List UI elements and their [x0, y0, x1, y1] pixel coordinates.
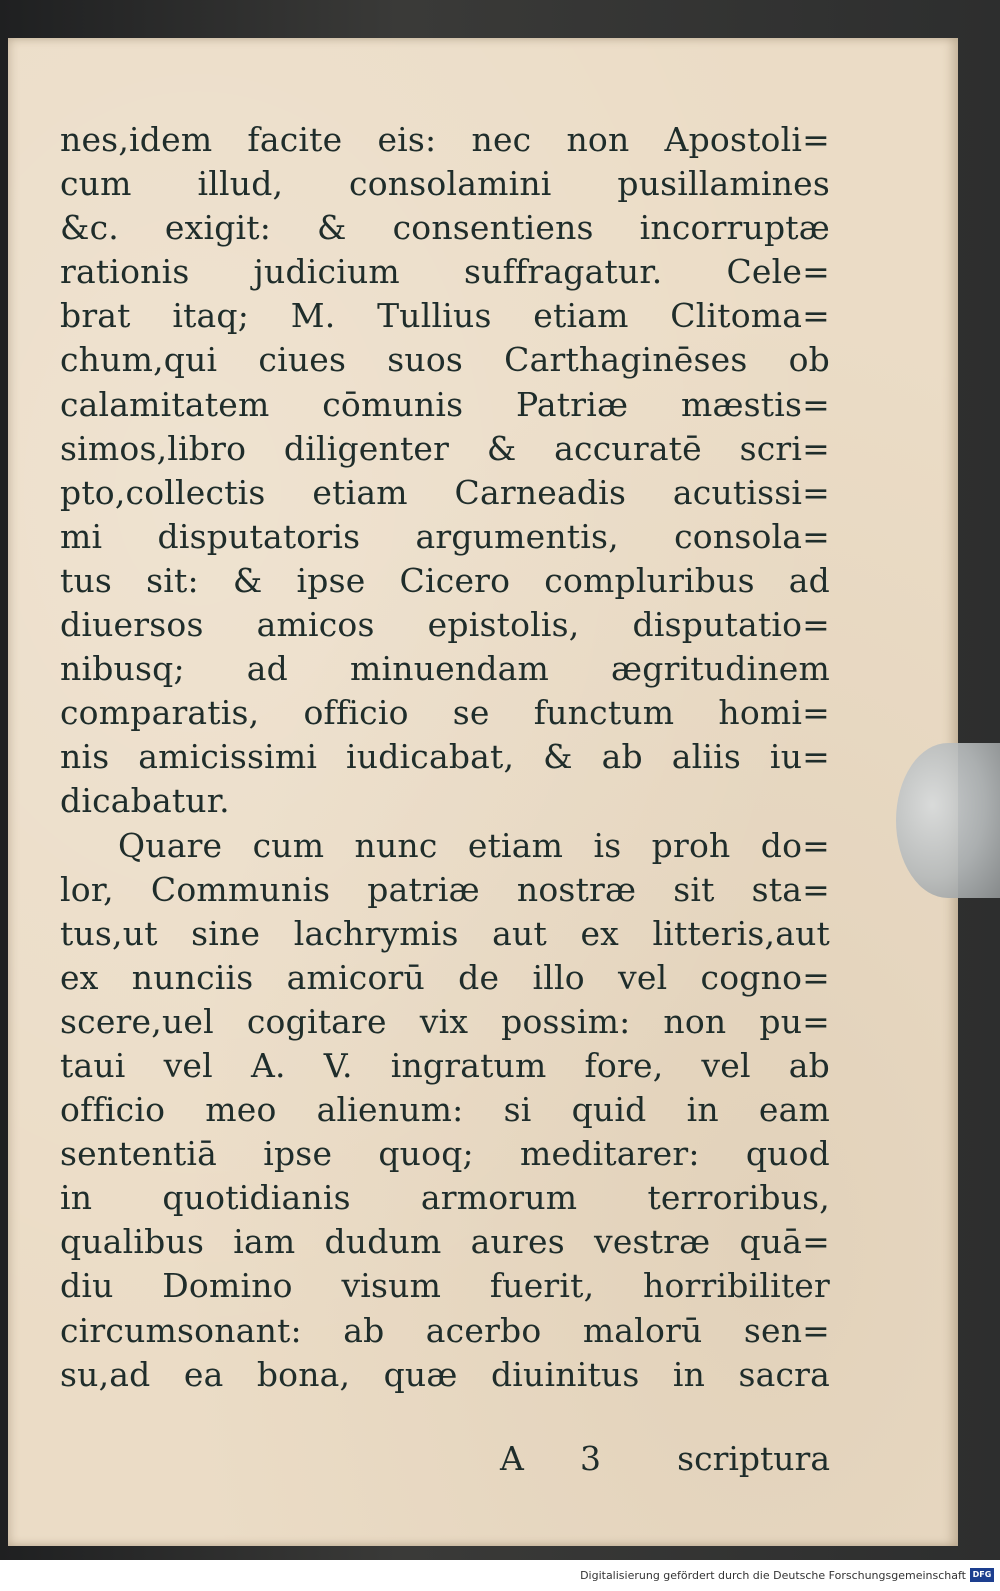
- text-line: mi disputatoris argumentis, consola=: [60, 516, 830, 556]
- paragraph-end-line: dicabatur.: [60, 781, 230, 821]
- digitization-footer: [0, 1560, 1000, 1591]
- signature-mark: A: [500, 1439, 524, 1478]
- text-line: scere,uel cogitare vix possim: non pu=: [60, 1001, 830, 1041]
- body-text: [60, 118, 830, 1397]
- text-line: simos,libro diligenter & accuratē scri=: [60, 428, 830, 468]
- text-line: cum illud, consolamini pusillamines: [60, 164, 830, 204]
- text-line: tus sit: & ipse Cicero compluribus ad: [60, 560, 830, 600]
- text-line: officio meo alienum: si quid in eam: [60, 1090, 830, 1130]
- text-line: comparatis, officio se functum homi=: [60, 693, 830, 733]
- text-line: sententiā ipse quoq; meditarer: quod: [60, 1134, 830, 1174]
- text-line: chum,qui ciues suos Carthaginēses ob: [60, 340, 830, 380]
- text-line: brat itaq; M. Tullius etiam Clitoma=: [60, 296, 830, 336]
- paragraph-start-line: Quare cum nunc etiam is proh do=: [118, 825, 830, 865]
- text-line: diuersos amicos epistolis, disputatio=: [60, 605, 830, 645]
- text-line: rationis judicium suffragatur. Cele=: [60, 252, 830, 292]
- funding-credit: Digitalisierung gefördert durch die Deutsche Forschungsgemeinschaft: [580, 1569, 966, 1582]
- dfg-logo-icon: DFG: [970, 1568, 994, 1582]
- text-line: in quotidianis armorum terroribus,: [60, 1178, 830, 1218]
- text-line: diu Domino visum fuerit, horribiliter: [60, 1266, 830, 1306]
- text-line: qualibus iam dudum aures vestræ quā=: [60, 1222, 830, 1262]
- text-line: taui vel A. V. ingratum fore, vel ab: [60, 1045, 830, 1085]
- text-line: circumsonant: ab acerbo malorū sen=: [60, 1310, 830, 1350]
- text-line: lor, Communis patriæ nostræ sit sta=: [60, 869, 830, 909]
- text-line: pto,collectis etiam Carneadis acutissi=: [60, 472, 830, 512]
- page-footer-line: [60, 1437, 830, 1481]
- catchword: scriptura: [677, 1439, 830, 1478]
- text-line: &c. exigit: & consentiens incorruptæ: [60, 208, 830, 248]
- page-clip: [896, 743, 1000, 898]
- text-line: nes,idem facite eis: nec non Apostoli=: [60, 120, 830, 159]
- text-line: su,ad ea bona, quæ diuinitus in sacra: [60, 1354, 830, 1394]
- text-line: ex nunciis amicorū de illo vel cogno=: [60, 957, 830, 997]
- text-line: calamitatem cōmunis Patriæ mæstis=: [60, 384, 830, 424]
- text-line: tus,ut sine lachrymis aut ex litteris,aut: [60, 913, 830, 953]
- text-line: nibusq; ad minuendam ægritudinem: [60, 649, 830, 689]
- text-line: nis amicissimi iudicabat, & ab aliis iu=: [60, 737, 830, 777]
- page-number: 3: [580, 1439, 601, 1478]
